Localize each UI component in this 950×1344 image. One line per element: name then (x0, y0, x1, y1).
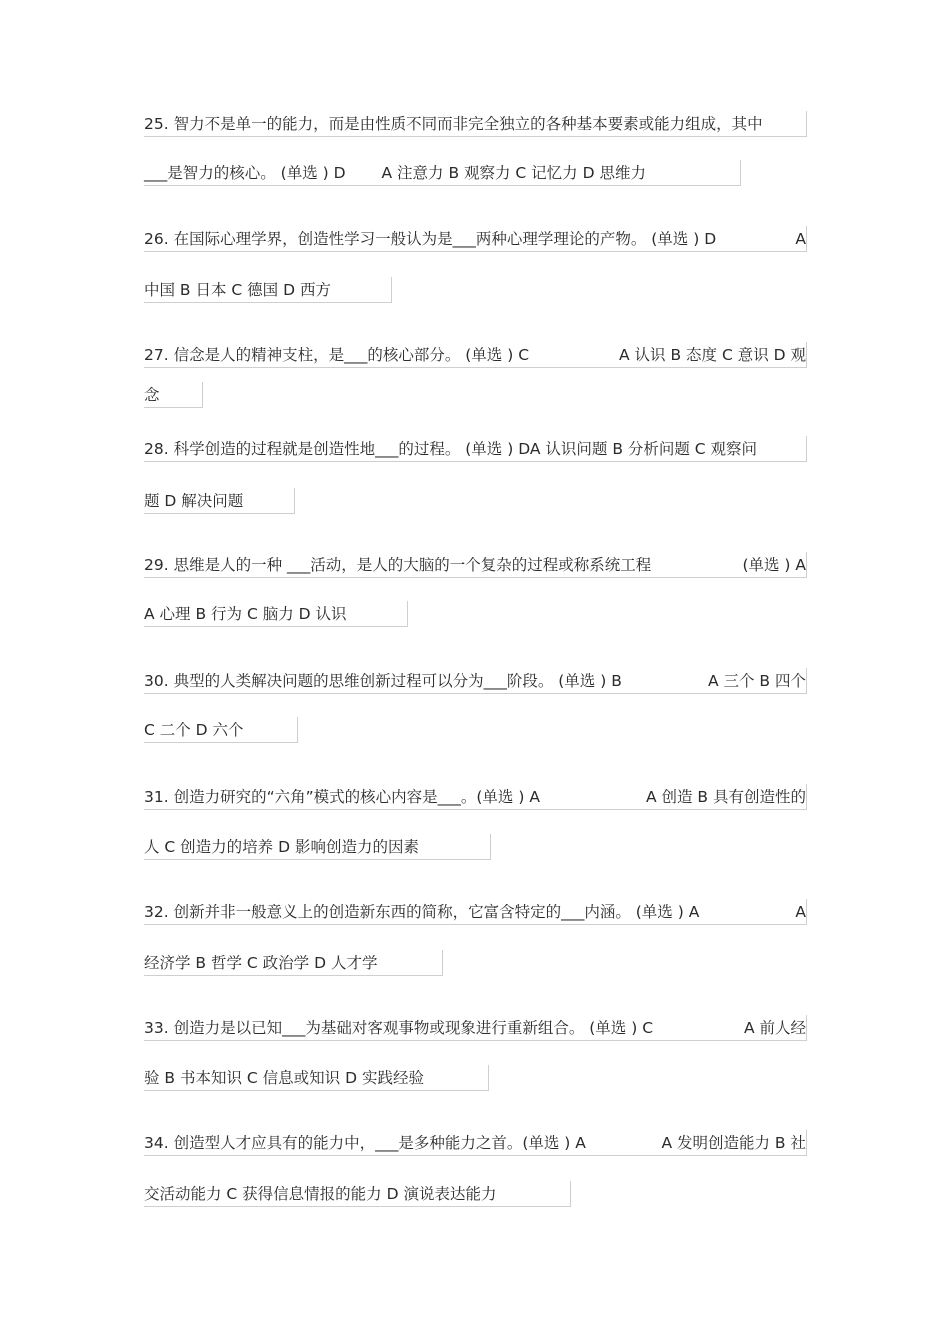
question-text: 27. 信念是人的精神支柱，是___的核心部分。 (单选 ) C (144, 346, 530, 364)
question-text-tail: A 创造 B 具有创造性的 (645, 788, 806, 806)
question-26-line-2: 中国 B 日本 C 德国 D 西方 (144, 277, 392, 303)
question-29-line-1 (144, 552, 807, 578)
question-text: 26. 在国际心理学界，创造性学习一般认为是___两种心理学理论的产物。 (单选 ) D (144, 230, 717, 248)
question-33-line-2: 验 B 书本知识 C 信息或知识 D 实践经验 (144, 1065, 489, 1091)
question-28-line-2: 题 D 解决问题 (144, 488, 295, 514)
question-33-line-1 (144, 1015, 807, 1041)
question-30-line-2: C 二个 D 六个 (144, 717, 298, 743)
question-text-tail: A 三个 B 四个 (707, 672, 806, 690)
question-text: 33. 创造力是以已知___为基础对客观事物或现象进行重新组合。 (单选 ) C (144, 1019, 654, 1037)
question-text: 32. 创新并非一般意义上的创造新东西的简称，它富含特定的___内涵。 (单选 ) A (144, 903, 700, 921)
question-28-line-1 (144, 436, 807, 462)
question-text-tail: (单选 ) A (742, 556, 806, 574)
question-text: 31. 创造力研究的“六角”模式的核心内容是___。(单选 ) A (144, 788, 540, 806)
question-text-tail: A 发明创造能力 B 社 (661, 1134, 806, 1152)
question-30-line-1 (144, 668, 807, 694)
question-25-line-1 (144, 111, 807, 137)
question-text: 29. 思维是人的一种 ___活动，是人的大脑的一个复杂的过程或称系统工程 (144, 556, 652, 574)
question-27-line-1 (144, 342, 807, 368)
question-34-line-2: 交活动能力 C 获得信息情报的能力 D 演说表达能力 (144, 1181, 571, 1207)
question-26-line-1 (144, 226, 807, 252)
question-text: 34. 创造型人才应具有的能力中，___是多种能力之首。(单选 ) A (144, 1134, 586, 1152)
question-text-tail: A (795, 903, 806, 921)
question-27-line-2: 念 (144, 382, 203, 408)
question-25-line-2: ___是智力的核心。 (单选 ) D A 注意力 B 观察力 C 记忆力 D 思维力 (144, 160, 741, 186)
question-text-tail: A (795, 230, 806, 248)
question-32-line-1 (144, 899, 807, 925)
question-31-line-2: 人 C 创造力的培养 D 影响创造力的因素 (144, 834, 491, 860)
question-text-tail: A 认识 B 态度 C 意识 D 观 (619, 346, 806, 364)
question-32-line-2: 经济学 B 哲学 C 政治学 D 人才学 (144, 950, 443, 976)
question-text: 30. 典型的人类解决问题的思维创新过程可以分为___阶段。 (单选 ) B (144, 672, 622, 690)
question-text-tail: A 前人经 (743, 1019, 806, 1037)
question-31-line-1 (144, 784, 807, 810)
question-34-line-1 (144, 1130, 807, 1156)
question-text: 25. 智力不是单一的能力，而是由性质不同而非完全独立的各种基本要素或能力组成，其中 (144, 115, 763, 133)
question-29-line-2: A 心理 B 行为 C 脑力 D 认识 (144, 601, 408, 627)
question-text: 28. 科学创造的过程就是创造性地___的过程。 (单选 ) DA 认识问题 B 分析问题 C 观察问 (144, 440, 758, 458)
